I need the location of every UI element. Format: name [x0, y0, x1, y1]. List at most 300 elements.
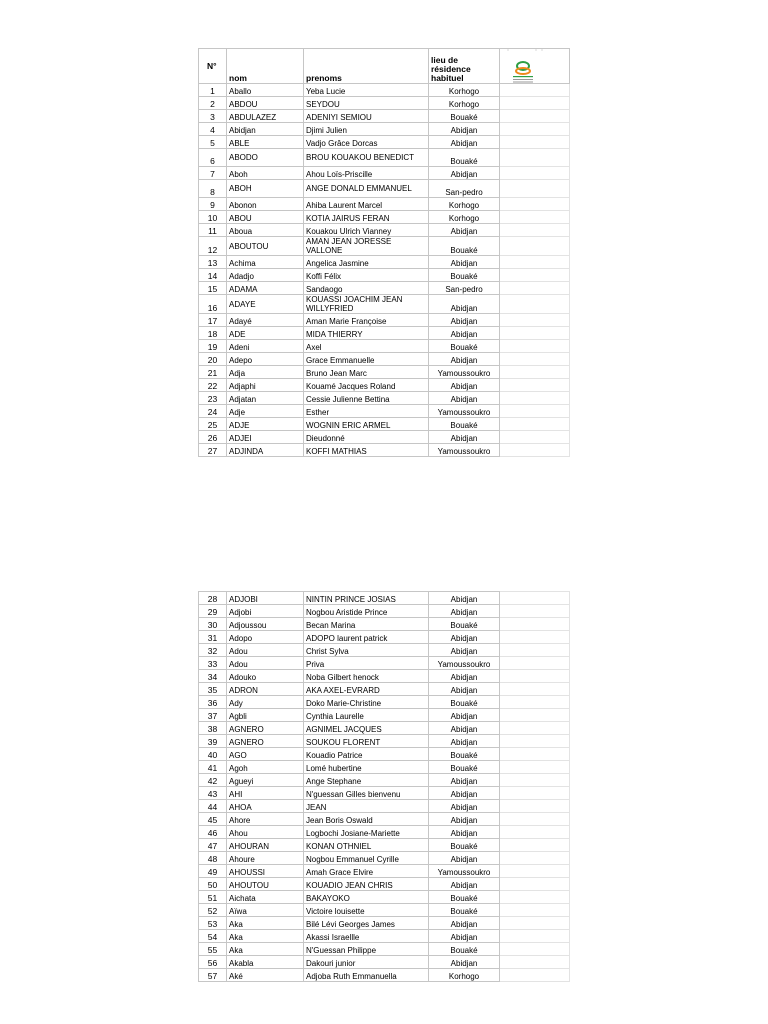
row-nom: ABOUTOU: [227, 237, 304, 256]
row-empty-cell: [500, 256, 570, 269]
row-empty-cell: [500, 97, 570, 110]
row-empty-cell: [500, 405, 570, 418]
table-row: [199, 97, 570, 110]
row-lieu: Abidjan: [429, 631, 500, 644]
row-prenoms: Noba Gilbert henock: [304, 670, 429, 683]
row-nom: AHOUSSI: [227, 865, 304, 878]
row-number: 4: [199, 123, 227, 136]
row-prenoms: Akassi Israellle: [304, 930, 429, 943]
row-empty-cell: [500, 340, 570, 353]
row-lieu: Abidjan: [429, 314, 500, 327]
row-number: 3: [199, 110, 227, 123]
row-prenoms: KOUASSI JOACHIM JEAN WILLYFRIED: [304, 295, 429, 314]
table-row: [199, 930, 570, 943]
row-lieu: Abidjan: [429, 167, 500, 180]
row-number: 26: [199, 431, 227, 444]
row-empty-cell: [500, 392, 570, 405]
row-prenoms: Nogbou Emmanuel Cyrille: [304, 852, 429, 865]
row-nom: Adadjo: [227, 269, 304, 282]
row-prenoms: KOFFI MATHIAS: [304, 444, 429, 457]
table-row: [199, 327, 570, 340]
row-empty-cell: [500, 891, 570, 904]
table-row: [199, 696, 570, 709]
row-lieu: Bouaké: [429, 839, 500, 852]
row-prenoms: Esther: [304, 405, 429, 418]
table-row: [199, 761, 570, 774]
row-prenoms: SEYDOU: [304, 97, 429, 110]
row-number: 50: [199, 878, 227, 891]
table-row: [199, 224, 570, 237]
row-nom: ADE: [227, 327, 304, 340]
row-empty-cell: [500, 418, 570, 431]
row-empty-cell: [500, 956, 570, 969]
row-empty-cell: [500, 644, 570, 657]
header-lieu: lieu de résidence habituel: [429, 49, 500, 84]
row-lieu: Bouaké: [429, 149, 500, 167]
row-nom: Ahou: [227, 826, 304, 839]
row-empty-cell: [500, 618, 570, 631]
row-lieu: Bouaké: [429, 110, 500, 123]
table-row: [199, 878, 570, 891]
row-empty-cell: [500, 683, 570, 696]
row-prenoms: Vadjo Grâce Dorcas: [304, 136, 429, 149]
row-lieu: Abidjan: [429, 295, 500, 314]
row-nom: Adepo: [227, 353, 304, 366]
row-lieu: Yamoussoukro: [429, 865, 500, 878]
row-prenoms: Bruno Jean Marc: [304, 366, 429, 379]
row-empty-cell: [500, 930, 570, 943]
table-row: [199, 787, 570, 800]
row-empty-cell: [500, 366, 570, 379]
row-number: 25: [199, 418, 227, 431]
row-nom: Agoh: [227, 761, 304, 774]
table-row: [199, 295, 570, 314]
row-lieu: Abidjan: [429, 878, 500, 891]
row-nom: ABDULAZEZ: [227, 110, 304, 123]
table-row: [199, 748, 570, 761]
table-row: [199, 657, 570, 670]
row-empty-cell: [500, 180, 570, 198]
row-prenoms: N'Guessan Philippe: [304, 943, 429, 956]
student-table-page-2: [198, 591, 570, 982]
table-row: [199, 917, 570, 930]
row-prenoms: Dieudonné: [304, 431, 429, 444]
row-nom: Agueyi: [227, 774, 304, 787]
row-prenoms: Cynthia Laurelle: [304, 709, 429, 722]
header-num: N°: [199, 49, 227, 84]
row-empty-cell: [500, 813, 570, 826]
row-number: 21: [199, 366, 227, 379]
row-empty-cell: [500, 657, 570, 670]
row-empty-cell: [500, 917, 570, 930]
row-empty-cell: [500, 631, 570, 644]
logo-cell: [500, 49, 570, 84]
table-row: [199, 405, 570, 418]
row-lieu: Korhogo: [429, 97, 500, 110]
row-empty-cell: [500, 269, 570, 282]
row-nom: Adou: [227, 644, 304, 657]
row-lieu: Bouaké: [429, 340, 500, 353]
table-row: [199, 149, 570, 167]
table-row: [199, 826, 570, 839]
row-number: 14: [199, 269, 227, 282]
row-number: 5: [199, 136, 227, 149]
row-prenoms: Kouamé Jacques Roland: [304, 379, 429, 392]
row-empty-cell: [500, 327, 570, 340]
row-lieu: Bouaké: [429, 618, 500, 631]
row-lieu: Abidjan: [429, 722, 500, 735]
row-number: 41: [199, 761, 227, 774]
row-nom: ADRON: [227, 683, 304, 696]
row-nom: Aballo: [227, 84, 304, 97]
table-row: [199, 774, 570, 787]
table-row: [199, 314, 570, 327]
row-number: 51: [199, 891, 227, 904]
table-row: [199, 431, 570, 444]
row-prenoms: Kouadio Patrice: [304, 748, 429, 761]
row-nom: ABDOU: [227, 97, 304, 110]
row-nom: AHOUTOU: [227, 878, 304, 891]
row-number: 8: [199, 180, 227, 198]
row-prenoms: Koffi Félix: [304, 269, 429, 282]
row-prenoms: Doko Marie-Christine: [304, 696, 429, 709]
table-row: [199, 943, 570, 956]
row-prenoms: Nogbou Aristide Prince: [304, 605, 429, 618]
table-row: [199, 353, 570, 366]
row-prenoms: Logbochi Josiane-Mariette: [304, 826, 429, 839]
row-nom: Adouko: [227, 670, 304, 683]
row-empty-cell: [500, 878, 570, 891]
table-row: [199, 631, 570, 644]
row-nom: ADAYE: [227, 295, 304, 314]
row-prenoms: BROU KOUAKOU BENEDICT: [304, 149, 429, 167]
row-lieu: Korhogo: [429, 211, 500, 224]
row-empty-cell: [500, 123, 570, 136]
row-number: 56: [199, 956, 227, 969]
row-nom: Adopo: [227, 631, 304, 644]
row-lieu: Bouaké: [429, 418, 500, 431]
row-prenoms: Cessie Julienne Bettina: [304, 392, 429, 405]
row-empty-cell: [500, 774, 570, 787]
row-prenoms: Becan Marina: [304, 618, 429, 631]
row-lieu: Abidjan: [429, 917, 500, 930]
table-row: [199, 592, 570, 605]
row-number: 9: [199, 198, 227, 211]
row-empty-cell: [500, 282, 570, 295]
row-nom: Abidjan: [227, 123, 304, 136]
row-number: 57: [199, 969, 227, 982]
table-row: [199, 418, 570, 431]
row-empty-cell: [500, 722, 570, 735]
row-number: 20: [199, 353, 227, 366]
row-number: 32: [199, 644, 227, 657]
row-empty-cell: [500, 136, 570, 149]
row-nom: Adjaphi: [227, 379, 304, 392]
row-prenoms: AKA AXEL-EVRARD: [304, 683, 429, 696]
row-lieu: Abidjan: [429, 136, 500, 149]
table-row: [199, 198, 570, 211]
table-row: [199, 269, 570, 282]
row-number: 23: [199, 392, 227, 405]
row-empty-cell: [500, 110, 570, 123]
row-prenoms: Djimi Julien: [304, 123, 429, 136]
row-empty-cell: [500, 379, 570, 392]
row-number: 46: [199, 826, 227, 839]
row-nom: Ahore: [227, 813, 304, 826]
row-nom: Ahoure: [227, 852, 304, 865]
row-nom: ADJINDA: [227, 444, 304, 457]
row-nom: Akabla: [227, 956, 304, 969]
row-empty-cell: [500, 748, 570, 761]
row-lieu: Bouaké: [429, 761, 500, 774]
row-nom: Adou: [227, 657, 304, 670]
header-prenoms: prenoms: [304, 49, 429, 84]
table-row: [199, 167, 570, 180]
row-nom: Aichata: [227, 891, 304, 904]
row-nom: AGO: [227, 748, 304, 761]
row-empty-cell: [500, 943, 570, 956]
row-number: 48: [199, 852, 227, 865]
row-lieu: Abidjan: [429, 670, 500, 683]
table-row: [199, 891, 570, 904]
row-lieu: Abidjan: [429, 123, 500, 136]
row-number: 55: [199, 943, 227, 956]
row-number: 45: [199, 813, 227, 826]
row-nom: ADJEI: [227, 431, 304, 444]
row-number: 16: [199, 295, 227, 314]
table-row: [199, 256, 570, 269]
student-table-page-1: [198, 48, 570, 457]
row-lieu: Bouaké: [429, 237, 500, 256]
row-lieu: Abidjan: [429, 774, 500, 787]
row-prenoms: Ahiba Laurent Marcel: [304, 198, 429, 211]
row-empty-cell: [500, 149, 570, 167]
row-nom: Abonon: [227, 198, 304, 211]
row-empty-cell: [500, 444, 570, 457]
table-row: [199, 136, 570, 149]
row-nom: Achima: [227, 256, 304, 269]
row-lieu: Abidjan: [429, 787, 500, 800]
row-number: 11: [199, 224, 227, 237]
row-lieu: Abidjan: [429, 644, 500, 657]
row-lieu: Abidjan: [429, 592, 500, 605]
row-nom: Aïwa: [227, 904, 304, 917]
row-empty-cell: [500, 969, 570, 982]
row-nom: AHI: [227, 787, 304, 800]
row-lieu: Yamoussoukro: [429, 444, 500, 457]
table-row: [199, 800, 570, 813]
row-number: 22: [199, 379, 227, 392]
row-lieu: Bouaké: [429, 696, 500, 709]
row-nom: ABODO: [227, 149, 304, 167]
table-row: [199, 969, 570, 982]
row-prenoms: Jean Boris Oswald: [304, 813, 429, 826]
row-prenoms: KOTIA JAIRUS FERAN: [304, 211, 429, 224]
row-lieu: Abidjan: [429, 852, 500, 865]
row-lieu: Bouaké: [429, 748, 500, 761]
row-empty-cell: [500, 295, 570, 314]
row-nom: Aka: [227, 943, 304, 956]
row-empty-cell: [500, 167, 570, 180]
table-row: [199, 865, 570, 878]
row-lieu: Bouaké: [429, 904, 500, 917]
row-number: 10: [199, 211, 227, 224]
row-prenoms: Kouakou Ulrich Vianney: [304, 224, 429, 237]
table-header-row: [199, 49, 570, 84]
row-nom: ABOH: [227, 180, 304, 198]
table-row: [199, 735, 570, 748]
row-nom: Adja: [227, 366, 304, 379]
row-prenoms: Grace Emmanuelle: [304, 353, 429, 366]
table-row: [199, 123, 570, 136]
row-prenoms: SOUKOU FLORENT: [304, 735, 429, 748]
row-prenoms: AMAN JEAN JORESSE VALLONE: [304, 237, 429, 256]
row-prenoms: Lomé hubertine: [304, 761, 429, 774]
row-number: 33: [199, 657, 227, 670]
table-row: [199, 644, 570, 657]
row-number: 6: [199, 149, 227, 167]
row-number: 35: [199, 683, 227, 696]
row-prenoms: KOUADIO JEAN CHRIS: [304, 878, 429, 891]
table-row: [199, 392, 570, 405]
row-empty-cell: [500, 904, 570, 917]
row-lieu: Yamoussoukro: [429, 657, 500, 670]
row-empty-cell: [500, 670, 570, 683]
row-number: 34: [199, 670, 227, 683]
row-lieu: Abidjan: [429, 735, 500, 748]
row-number: 47: [199, 839, 227, 852]
row-number: 44: [199, 800, 227, 813]
row-nom: Agbli: [227, 709, 304, 722]
row-nom: AGNERO: [227, 722, 304, 735]
row-empty-cell: [500, 592, 570, 605]
row-prenoms: Bilé Lévi Georges James: [304, 917, 429, 930]
table-row: [199, 956, 570, 969]
row-number: 38: [199, 722, 227, 735]
table-row: [199, 839, 570, 852]
row-prenoms: Sandaogo: [304, 282, 429, 295]
row-prenoms: KONAN OTHNIEL: [304, 839, 429, 852]
table-row: [199, 813, 570, 826]
row-number: 40: [199, 748, 227, 761]
row-empty-cell: [500, 353, 570, 366]
row-empty-cell: [500, 839, 570, 852]
row-empty-cell: [500, 314, 570, 327]
row-prenoms: MIDA THIERRY: [304, 327, 429, 340]
row-number: 18: [199, 327, 227, 340]
row-number: 7: [199, 167, 227, 180]
row-number: 28: [199, 592, 227, 605]
row-lieu: Abidjan: [429, 392, 500, 405]
row-number: 1: [199, 84, 227, 97]
row-number: 27: [199, 444, 227, 457]
row-lieu: Yamoussoukro: [429, 366, 500, 379]
row-prenoms: ADOPO laurent patrick: [304, 631, 429, 644]
row-prenoms: NINTIN PRINCE JOSIAS: [304, 592, 429, 605]
row-empty-cell: [500, 224, 570, 237]
row-nom: Adjatan: [227, 392, 304, 405]
table-row: [199, 605, 570, 618]
table-row: [199, 722, 570, 735]
row-nom: Aboh: [227, 167, 304, 180]
row-lieu: Abidjan: [429, 930, 500, 943]
row-empty-cell: [500, 709, 570, 722]
row-prenoms: Yeba Lucie: [304, 84, 429, 97]
row-empty-cell: [500, 826, 570, 839]
row-lieu: Korhogo: [429, 969, 500, 982]
row-nom: ADJE: [227, 418, 304, 431]
row-number: 17: [199, 314, 227, 327]
row-lieu: Abidjan: [429, 683, 500, 696]
row-nom: ADAMA: [227, 282, 304, 295]
row-number: 30: [199, 618, 227, 631]
row-nom: Adeni: [227, 340, 304, 353]
table-row: [199, 379, 570, 392]
row-lieu: Abidjan: [429, 327, 500, 340]
row-prenoms: Victoire louisette: [304, 904, 429, 917]
row-number: 54: [199, 930, 227, 943]
table-row: [199, 237, 570, 256]
table-row: [199, 852, 570, 865]
row-lieu: Korhogo: [429, 84, 500, 97]
row-prenoms: Priva: [304, 657, 429, 670]
row-prenoms: JEAN: [304, 800, 429, 813]
row-empty-cell: [500, 605, 570, 618]
row-nom: Adjobi: [227, 605, 304, 618]
row-lieu: San-pedro: [429, 180, 500, 198]
table-row: [199, 110, 570, 123]
row-nom: ADJOBI: [227, 592, 304, 605]
row-empty-cell: [500, 800, 570, 813]
row-lieu: Abidjan: [429, 605, 500, 618]
row-lieu: Korhogo: [429, 198, 500, 211]
row-lieu: Abidjan: [429, 709, 500, 722]
row-prenoms: N'guessan Gilles bienvenu: [304, 787, 429, 800]
row-prenoms: BAKAYOKO: [304, 891, 429, 904]
row-empty-cell: [500, 761, 570, 774]
row-lieu: Abidjan: [429, 224, 500, 237]
row-number: 19: [199, 340, 227, 353]
row-lieu: Bouaké: [429, 269, 500, 282]
row-nom: Adayé: [227, 314, 304, 327]
row-number: 52: [199, 904, 227, 917]
table-row: [199, 618, 570, 631]
row-empty-cell: [500, 696, 570, 709]
row-number: 49: [199, 865, 227, 878]
row-nom: Aké: [227, 969, 304, 982]
row-number: 42: [199, 774, 227, 787]
row-lieu: Yamoussoukro: [429, 405, 500, 418]
row-lieu: Abidjan: [429, 353, 500, 366]
row-prenoms: ADENIYI SEMIOU: [304, 110, 429, 123]
table-row: [199, 84, 570, 97]
row-prenoms: ANGE DONALD EMMANUEL: [304, 180, 429, 198]
row-nom: ABLE: [227, 136, 304, 149]
table-row: [199, 444, 570, 457]
row-empty-cell: [500, 198, 570, 211]
row-number: 37: [199, 709, 227, 722]
row-nom: AHOURAN: [227, 839, 304, 852]
row-nom: Adje: [227, 405, 304, 418]
row-nom: Aka: [227, 917, 304, 930]
row-prenoms: Ange Stephane: [304, 774, 429, 787]
row-nom: Aboua: [227, 224, 304, 237]
row-number: 13: [199, 256, 227, 269]
institution-logo-icon: [510, 57, 536, 84]
row-empty-cell: [500, 735, 570, 748]
table-row: [199, 340, 570, 353]
row-nom: AGNERO: [227, 735, 304, 748]
